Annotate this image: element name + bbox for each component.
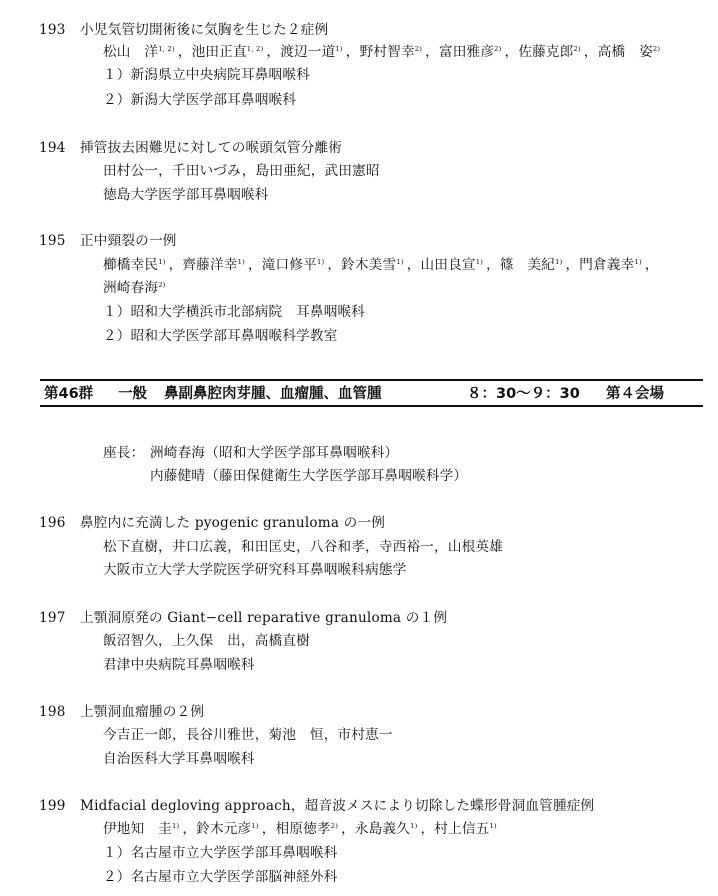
affiliation-marker: 2) bbox=[158, 281, 166, 289]
affiliation-marker: 2) bbox=[414, 45, 423, 53]
abstract-title: 上顎洞血瘤腫の２例 bbox=[80, 704, 205, 720]
author-name: 鈴木元彦 bbox=[196, 821, 252, 837]
affiliation-marker: 2) bbox=[494, 45, 502, 53]
author-name: 松山 洋 bbox=[103, 44, 159, 60]
author-name: 鈴木美雪 bbox=[341, 257, 397, 273]
author-name: 山田良宣 bbox=[420, 257, 476, 273]
affiliation-marker: 2) bbox=[330, 822, 339, 830]
author-name: 伊地知 圭 bbox=[103, 821, 172, 837]
session-group: 第46群 bbox=[44, 386, 94, 402]
affiliation-marker: 1) bbox=[555, 258, 563, 266]
author-name: 富田雅彦 bbox=[438, 44, 495, 60]
separator: ， bbox=[583, 44, 598, 60]
author-name: 相原徳孝 bbox=[275, 821, 331, 837]
author-name: 池田正直 bbox=[191, 44, 247, 60]
affiliation: ２）昭和大学医学部耳鼻咽喉科学教室 bbox=[103, 328, 338, 344]
affiliation: 自治医科大学耳鼻咽喉科 bbox=[103, 751, 255, 767]
session-header bbox=[40, 379, 703, 407]
separator: ， bbox=[644, 257, 659, 273]
author-name: 渡辺一道 bbox=[280, 44, 336, 60]
session-topic: 鼻副鼻腔肉芽腫、血瘤腫、血管腫 bbox=[164, 386, 382, 402]
author-list: 飯沼智久，上久保 出，高橋直樹 bbox=[103, 633, 310, 649]
separator: ， bbox=[406, 257, 421, 273]
affiliation: １）新潟県立中央病院耳鼻咽喉科 bbox=[103, 67, 310, 83]
author-list bbox=[103, 823, 500, 837]
abstract-number: 194 bbox=[39, 140, 66, 156]
affiliation: ２）名古屋市立大学医学部脳神経外科 bbox=[103, 869, 338, 885]
author-name: 滝口修平 bbox=[261, 257, 317, 273]
abstract-title: Midfacial degloving approach，超音波メスにより切除した蝶形骨洞血管腫症例 bbox=[80, 798, 595, 814]
affiliation-marker: 1) bbox=[158, 258, 166, 266]
author-name: 櫛橋幸民 bbox=[103, 257, 159, 273]
affiliation-marker: 1) bbox=[335, 45, 343, 53]
affiliation: 徳島大学医学部耳鼻咽喉科 bbox=[103, 187, 269, 203]
chairperson: 内藤健晴（藤田保健衛生大学医学部耳鼻咽喉科学） bbox=[150, 468, 468, 484]
separator: ， bbox=[168, 257, 183, 273]
affiliation-marker: 1) bbox=[251, 822, 259, 830]
author-list bbox=[103, 282, 169, 296]
author-name: 門倉義幸 bbox=[579, 257, 635, 273]
abstract-title: 鼻腔内に充満した pyogenic granuloma の一例 bbox=[80, 515, 386, 531]
affiliation: 大阪市立大学大学院医学研究科耳鼻咽喉科病態学 bbox=[103, 562, 407, 578]
author-name: 高橋 姿 bbox=[597, 44, 653, 60]
abstract-number: 196 bbox=[39, 515, 66, 531]
affiliation: ２）新潟大学医学部耳鼻咽喉科 bbox=[103, 92, 297, 108]
affiliation-marker: 1) bbox=[316, 258, 325, 266]
separator: ， bbox=[247, 257, 262, 273]
separator: ， bbox=[420, 821, 435, 837]
chairperson: 洲崎春海（昭和大学医学部耳鼻咽喉科） bbox=[150, 445, 399, 461]
affiliation: １）名古屋市立大学医学部耳鼻咽喉科 bbox=[103, 845, 338, 861]
author-list bbox=[103, 46, 663, 60]
separator: ， bbox=[177, 44, 192, 60]
chair-label: 座長： bbox=[103, 445, 145, 461]
abstract-number: 197 bbox=[39, 610, 66, 626]
separator: ， bbox=[341, 821, 355, 837]
affiliation-marker: 1, 2) bbox=[158, 45, 175, 53]
separator: ， bbox=[425, 44, 439, 60]
separator: ， bbox=[261, 821, 276, 837]
separator: ， bbox=[565, 257, 580, 273]
author-list bbox=[103, 259, 659, 273]
author-name: 村上信五 bbox=[434, 821, 490, 837]
author-name: 野村智幸 bbox=[359, 44, 415, 60]
affiliation-marker: 1) bbox=[634, 258, 642, 266]
session-time: ８：30〜９：30 bbox=[467, 386, 580, 402]
author-list: 田村公一，千田いづみ，島田亜紀，武田憲昭 bbox=[103, 163, 380, 179]
affiliation-marker: 1) bbox=[489, 822, 497, 830]
author-list: 今吉正一郎，長谷川雅世，菊池 恒，市村恵一 bbox=[103, 727, 393, 743]
separator: ， bbox=[266, 44, 281, 60]
separator: ， bbox=[327, 257, 342, 273]
separator: ， bbox=[504, 44, 519, 60]
author-name: 篠 美紀 bbox=[499, 257, 556, 273]
affiliation-marker: 1, 2) bbox=[246, 45, 264, 53]
abstract-number: 199 bbox=[39, 798, 66, 814]
abstract-number: 193 bbox=[39, 22, 66, 38]
affiliation: 君津中央病院耳鼻咽喉科 bbox=[103, 657, 255, 673]
abstract-title: 挿管抜去困難児に対しての喉頭気管分離術 bbox=[80, 140, 343, 156]
separator: ， bbox=[345, 44, 360, 60]
author-name: 洲崎春海 bbox=[103, 280, 159, 296]
abstract-number: 198 bbox=[39, 704, 66, 720]
author-name: 齊藤洋幸 bbox=[182, 257, 238, 273]
separator: ， bbox=[182, 821, 197, 837]
separator: ， bbox=[486, 257, 500, 273]
affiliation-marker: 1) bbox=[237, 258, 245, 266]
abstract-number: 195 bbox=[39, 233, 66, 249]
affiliation-marker: 1) bbox=[410, 822, 418, 830]
affiliation-marker: 1) bbox=[171, 822, 180, 830]
author-list: 松下直樹，井口広義，和田匡史，八谷和孝，寺西裕一，山根英雄 bbox=[103, 539, 504, 555]
session-room: 第４会場 bbox=[606, 386, 664, 402]
session-category: 一般 bbox=[118, 386, 147, 402]
affiliation: １）昭和大学横浜市北部病院 耳鼻咽喉科 bbox=[103, 304, 366, 320]
affiliation-marker: 1) bbox=[475, 258, 484, 266]
affiliation-marker: 2) bbox=[573, 45, 581, 53]
affiliation-marker: 1) bbox=[396, 258, 404, 266]
abstract-title: 正中頸裂の一例 bbox=[80, 233, 177, 249]
affiliation-marker: 2) bbox=[652, 45, 661, 53]
abstract-title: 上顎洞原発の Giant−cell reparative granuloma の１例 bbox=[80, 610, 448, 626]
author-name: 佐藤克郎 bbox=[518, 44, 574, 60]
author-name: 永島義久 bbox=[354, 821, 411, 837]
abstract-title: 小児気管切開術後に気胸を生じた２症例 bbox=[80, 22, 329, 38]
